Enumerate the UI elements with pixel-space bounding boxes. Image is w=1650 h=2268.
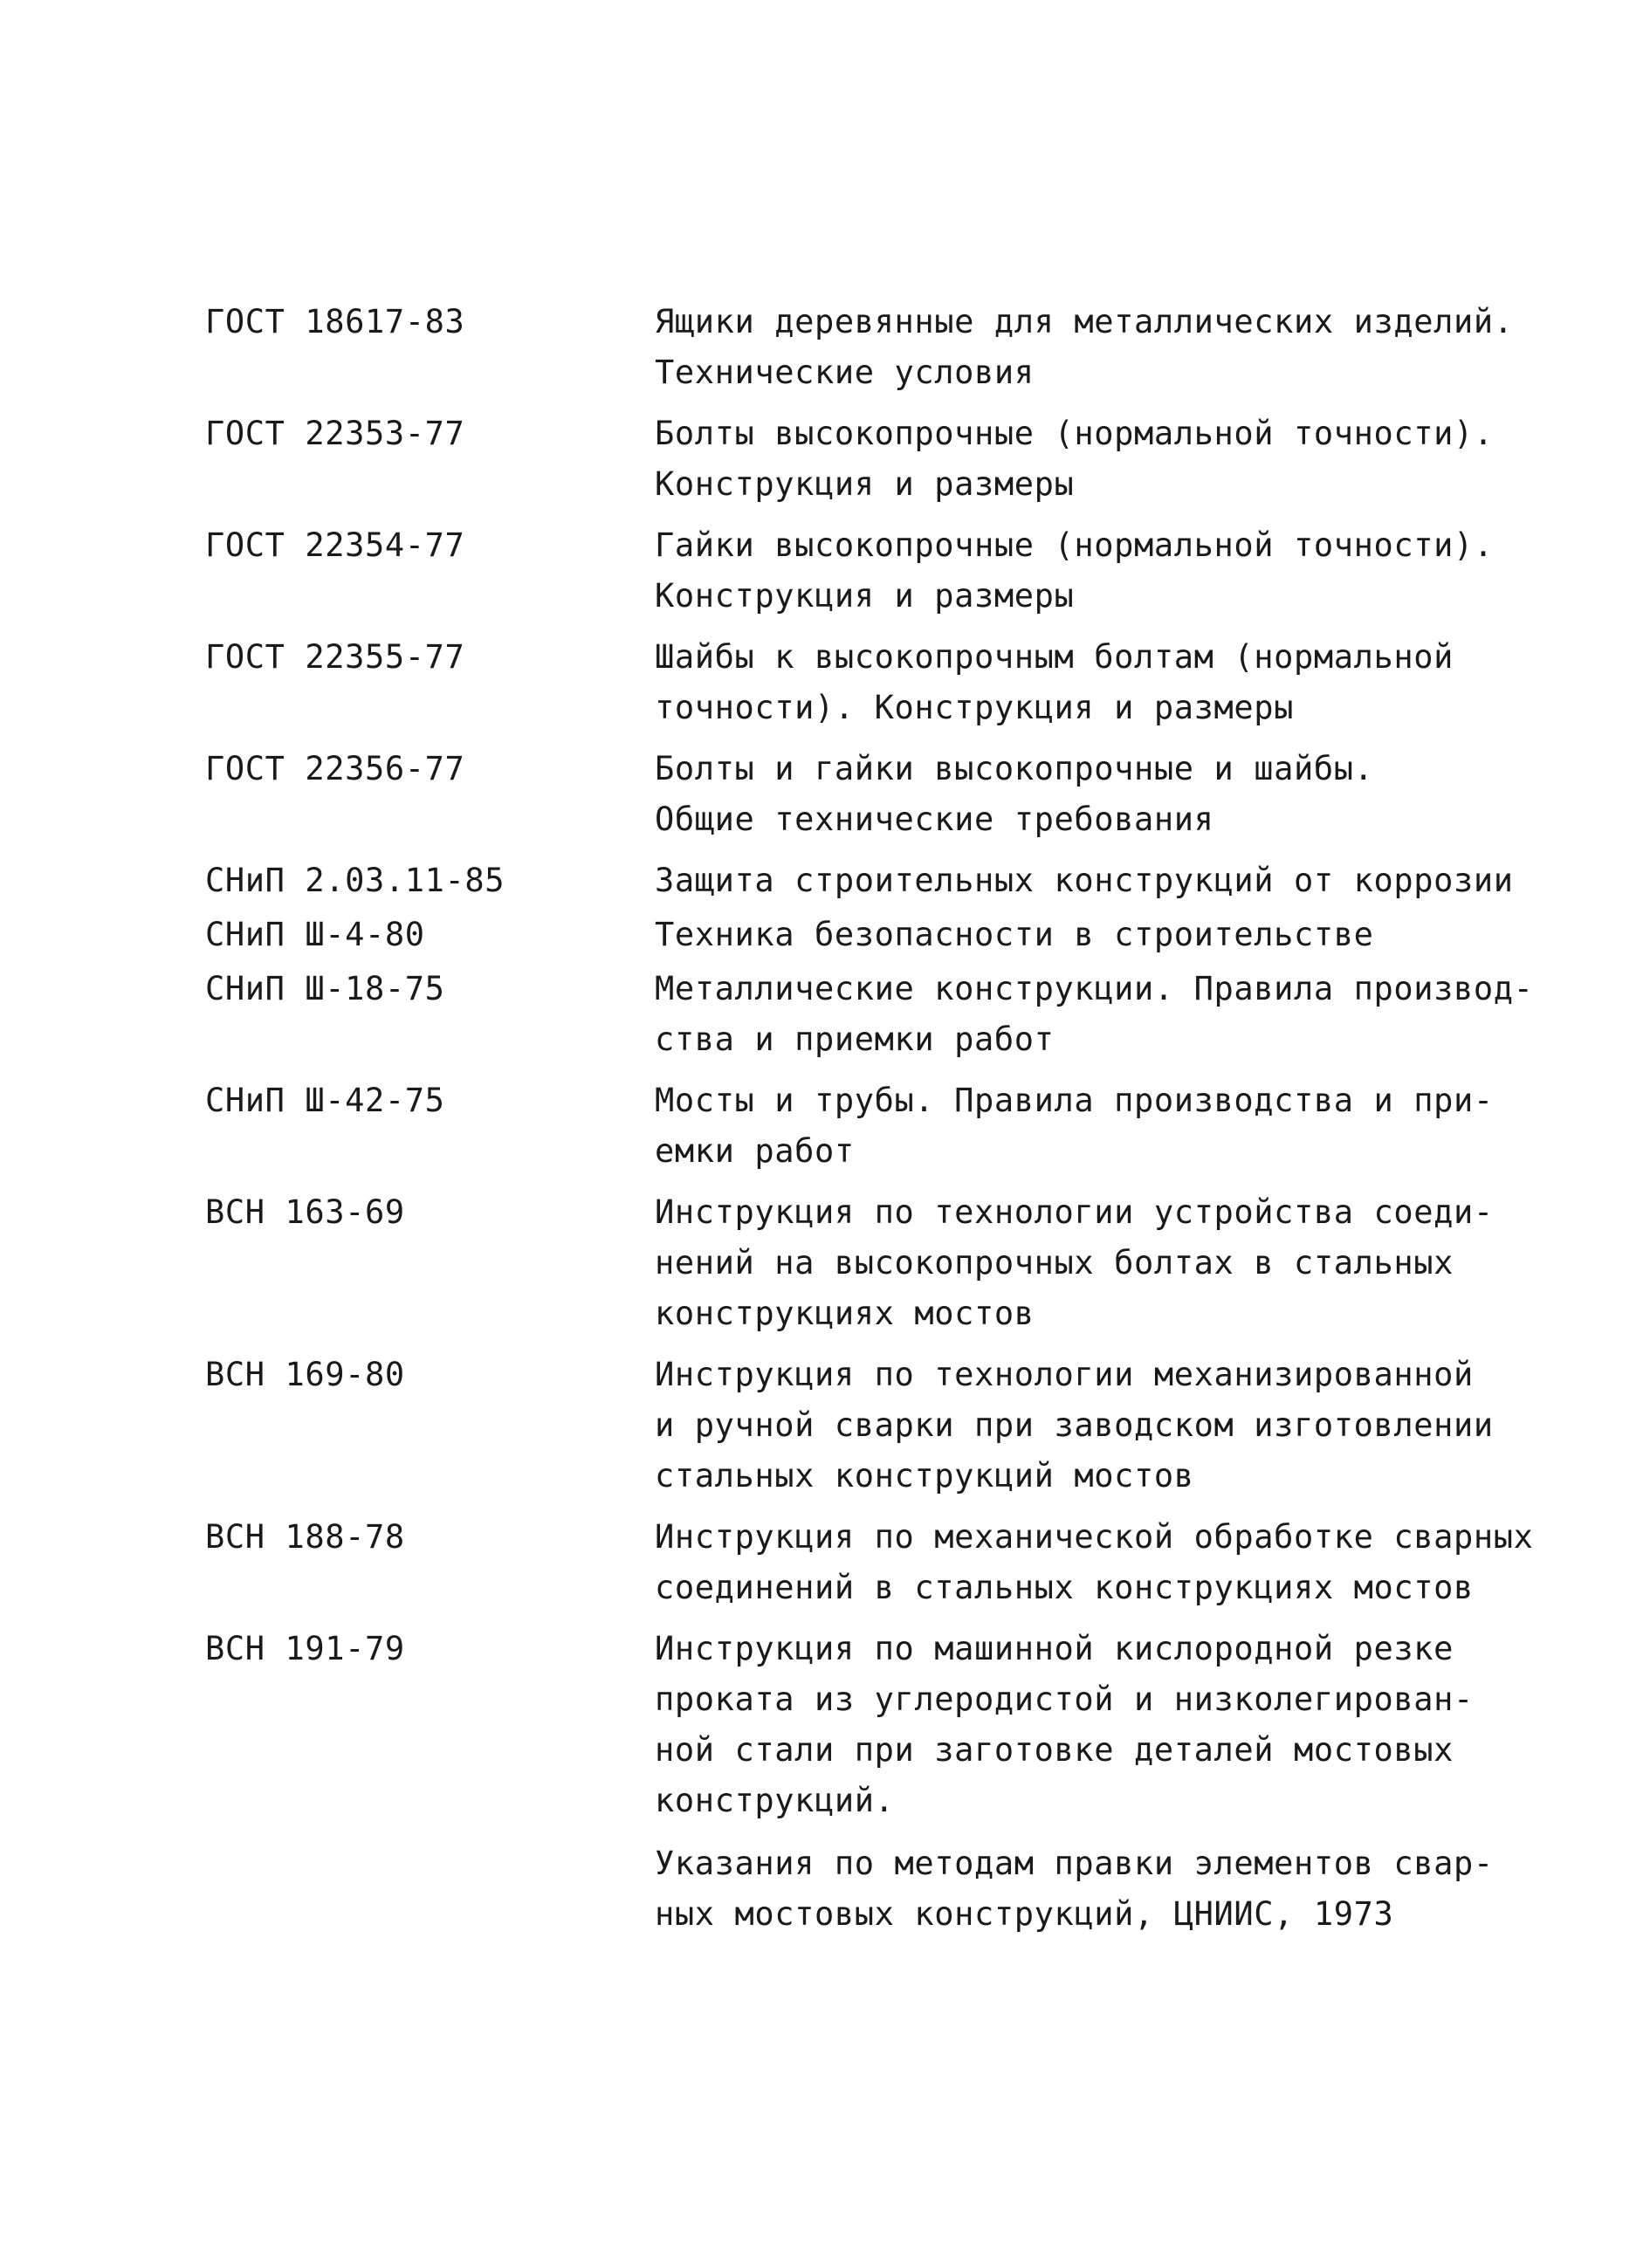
reference-row <box>205 1838 1602 1940</box>
reference-code: ГОСТ 22353-77 <box>205 415 465 452</box>
reference-row <box>205 910 1602 960</box>
reference-title-line: Мосты и трубы. Правила производства и при- <box>655 1082 1494 1119</box>
reference-title-line: Гайки высокопрочные (нормальной точности). <box>655 526 1494 564</box>
reference-title <box>655 297 1602 398</box>
reference-title-line: Общие технические требования <box>655 801 1214 838</box>
reference-title <box>655 744 1602 845</box>
reference-code: ВСН 169-80 <box>205 1356 405 1393</box>
reference-title-line: емки работ <box>655 1132 855 1170</box>
reference-title-line: проката из углеродистой и низколегирован- <box>655 1680 1474 1718</box>
reference-title <box>655 1350 1602 1502</box>
reference-title-line: и ручной сварки при заводском изготовлении <box>655 1406 1494 1444</box>
reference-title <box>655 632 1602 733</box>
reference-row <box>205 1512 1602 1613</box>
reference-row <box>205 1350 1602 1502</box>
reference-title-line: Болты и гайки высокопрочные и шайбы. <box>655 750 1374 787</box>
reference-code: ГОСТ 22354-77 <box>205 526 465 564</box>
reference-row <box>205 964 1602 1065</box>
reference-code: ГОСТ 22355-77 <box>205 638 465 676</box>
reference-title-line: Инструкция по машинной кислородной резке <box>655 1630 1454 1667</box>
reference-title-line: конструкциях мостов <box>655 1295 1035 1332</box>
reference-title-line: Указания по методам правки элементов свар- <box>655 1845 1494 1882</box>
reference-row <box>205 297 1602 398</box>
reference-title-line: Шайбы к высокопрочным болтам (нормальной <box>655 638 1454 676</box>
reference-row <box>205 520 1602 622</box>
reference-code: СНиП Ш-42-75 <box>205 1082 445 1119</box>
reference-title-line: Техника безопасности в строительстве <box>655 916 1374 953</box>
reference-code: СНиП Ш-18-75 <box>205 970 445 1007</box>
reference-title <box>655 1838 1602 1940</box>
reference-row <box>205 744 1602 845</box>
reference-code: СНиП 2.03.11-85 <box>205 862 505 899</box>
reference-code: ВСН 188-78 <box>205 1518 405 1556</box>
reference-title <box>655 856 1602 906</box>
reference-code: ВСН 163-69 <box>205 1193 405 1231</box>
reference-title <box>655 409 1602 510</box>
reference-row <box>205 856 1602 906</box>
reference-code: СНиП Ш-4-80 <box>205 916 425 953</box>
reference-title-line: Инструкция по технологии устройства соеди- <box>655 1193 1494 1231</box>
reference-list <box>205 297 1602 1950</box>
reference-title <box>655 520 1602 622</box>
reference-title <box>655 1187 1602 1339</box>
reference-title <box>655 910 1602 960</box>
reference-title <box>655 1076 1602 1177</box>
reference-title <box>655 964 1602 1065</box>
reference-title-line: стальных конструкций мостов <box>655 1457 1194 1495</box>
reference-title-line: Конструкция и размеры <box>655 577 1075 615</box>
reference-title <box>655 1624 1602 1826</box>
reference-title-line: конструкций. <box>655 1782 895 1819</box>
reference-title-line: Инструкция по механической обработке сварных <box>655 1518 1534 1556</box>
reference-title-line: Инструкция по технологии механизированной <box>655 1356 1474 1393</box>
reference-title-line: Болты высокопрочные (нормальной точности). <box>655 415 1494 452</box>
reference-code: ВСН 191-79 <box>205 1630 405 1667</box>
reference-code: ГОСТ 22356-77 <box>205 750 465 787</box>
reference-title-line: Ящики деревянные для металлических изделий. <box>655 303 1514 340</box>
reference-title-line: нений на высокопрочных болтах в стальных <box>655 1244 1454 1282</box>
reference-row <box>205 632 1602 733</box>
reference-title-line: соединений в стальных конструкциях мостов <box>655 1569 1474 1606</box>
reference-title-line: ных мостовых конструкций, ЦНИИС, 1973 <box>655 1895 1394 1933</box>
reference-row <box>205 1187 1602 1339</box>
reference-title <box>655 1512 1602 1613</box>
reference-row <box>205 1624 1602 1826</box>
reference-title-line: Конструкция и размеры <box>655 465 1075 503</box>
reference-title-line: Металлические конструкции. Правила производ- <box>655 970 1534 1007</box>
reference-row <box>205 409 1602 510</box>
reference-title-line: ной стали при заготовке деталей мостовых <box>655 1731 1454 1769</box>
reference-title-line: ства и приемки работ <box>655 1021 1055 1058</box>
reference-title-line: Технические условия <box>655 354 1035 391</box>
reference-row <box>205 1076 1602 1177</box>
reference-title-line: точности). Конструкция и размеры <box>655 689 1295 726</box>
reference-title-line: Защита строительных конструкций от коррозии <box>655 862 1514 899</box>
reference-code: ГОСТ 18617-83 <box>205 303 465 340</box>
